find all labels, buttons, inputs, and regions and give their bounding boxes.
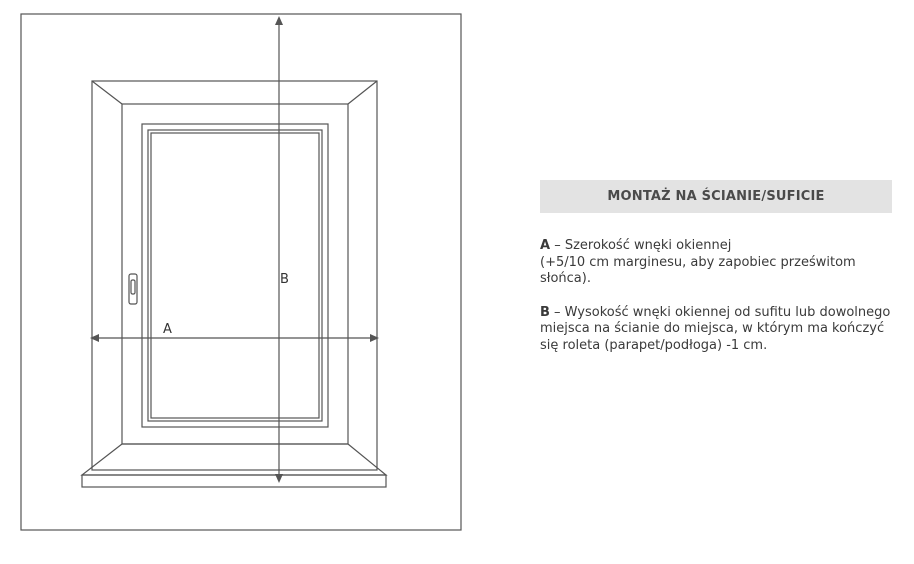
dimension-label-a: A: [163, 322, 172, 337]
bevel-line: [92, 81, 122, 104]
glass-pane: [151, 133, 319, 418]
arrowhead-right: [370, 334, 379, 342]
panel-title: MONTAŻ NA ŚCIANIE/SUFICIE: [540, 180, 892, 213]
sash-inner-frame: [148, 130, 322, 421]
window-handle-grip: [131, 280, 135, 294]
description-a-line1: – Szerokość wnęki okiennej: [550, 238, 732, 253]
description-b: [540, 305, 892, 355]
sash-outer-frame: [142, 124, 328, 427]
description-b-text: – Wysokość wnęki okiennej od sufitu lub dowolnego miejsca na ścianie do miejsca, w którym ma kończyć się roleta (parapet/podłoga) -1 cm.: [540, 304, 891, 353]
window-sill-front: [82, 475, 386, 487]
bevel-line: [348, 81, 377, 104]
description-a: [540, 238, 892, 288]
description-b-key: B: [540, 304, 550, 320]
description-a-line2: (+5/10 cm marginesu, aby zapobiec prześwitom słońca).: [540, 254, 856, 286]
window-handle-base: [129, 274, 137, 304]
wall-outline: [21, 14, 461, 530]
dimension-label-b: B: [280, 272, 289, 287]
arrowhead-left: [90, 334, 99, 342]
description-a-key: A: [540, 238, 551, 253]
mounting-info-panel: [540, 180, 892, 354]
recess-outer-frame: [92, 81, 377, 470]
recess-inner-frame: [122, 104, 348, 444]
arrowhead-top: [275, 16, 283, 25]
arrowhead-bottom: [275, 474, 283, 483]
